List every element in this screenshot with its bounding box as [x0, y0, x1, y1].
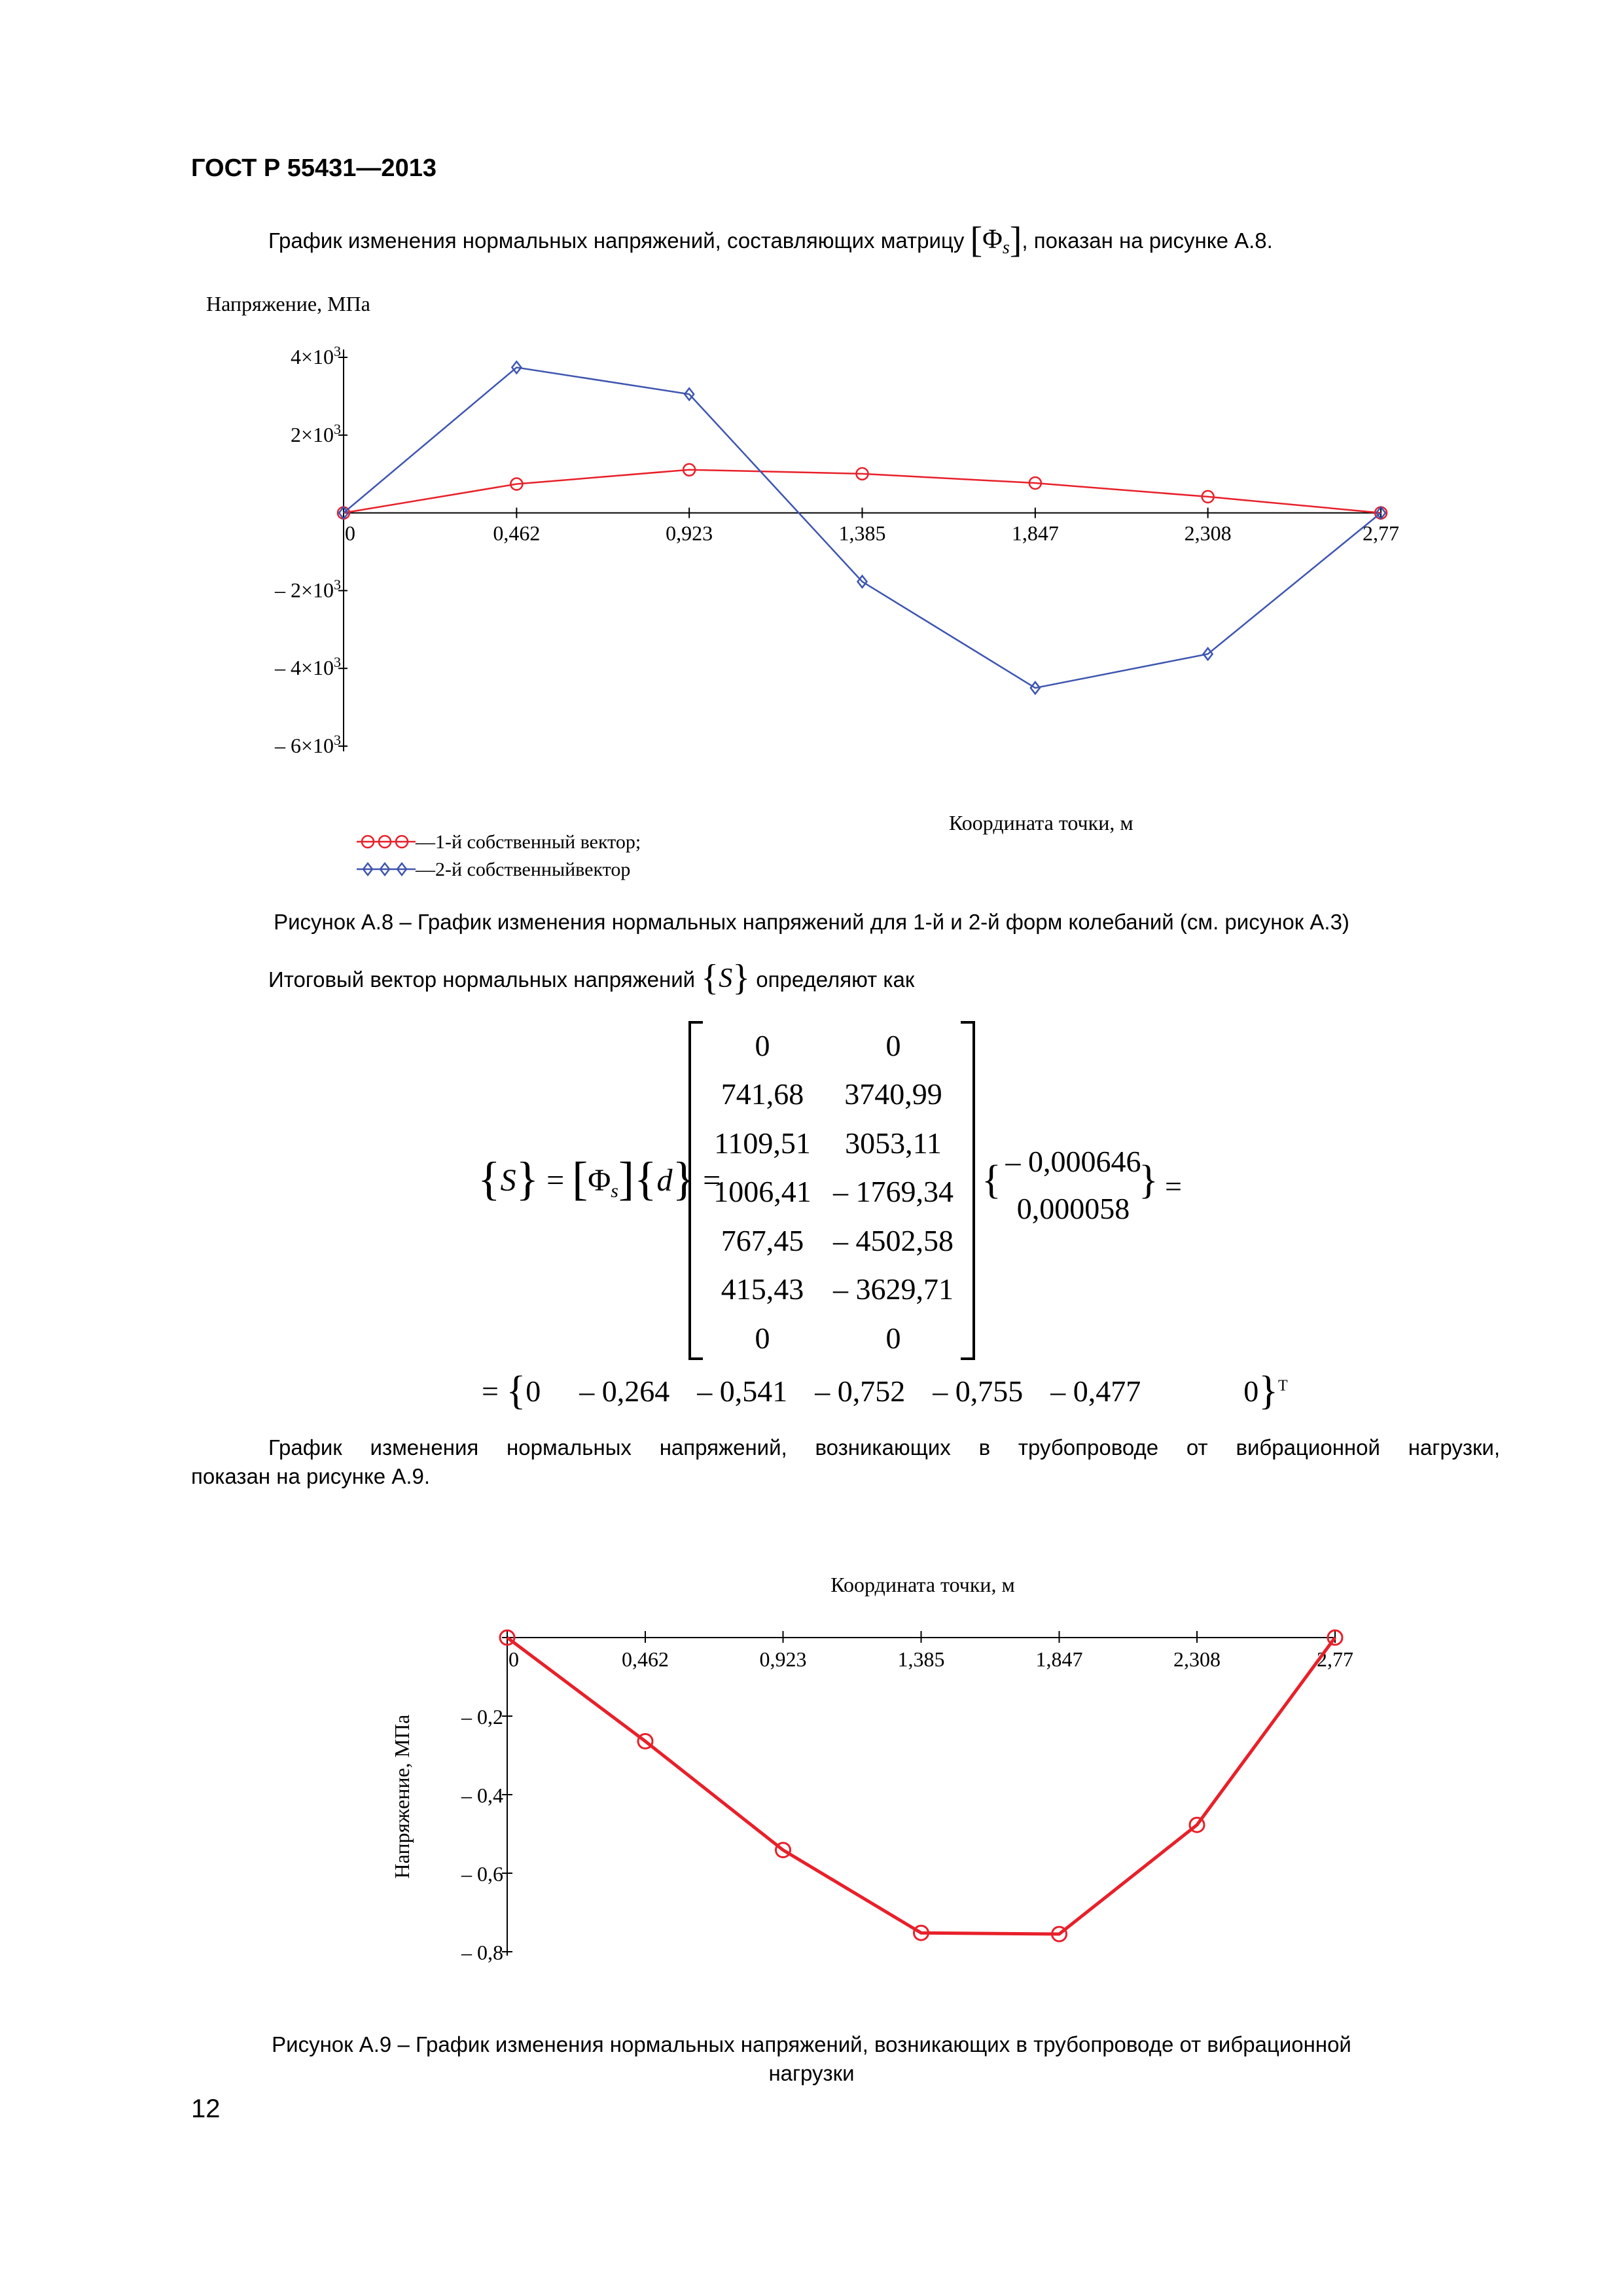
- matrix-cell: 1006,41: [713, 1175, 812, 1209]
- fig8-x-tick-label: 2,77: [1363, 521, 1399, 545]
- fig8-y-tick-label: – $4\times 10^3$: [274, 654, 341, 680]
- matrix-cell: 3740,99: [844, 1077, 942, 1111]
- matrix-row: [700, 1168, 962, 1217]
- equals-sign: =: [482, 1374, 507, 1408]
- brace-right: }: [516, 1153, 539, 1205]
- fig8-x-tick-label: 1,385: [838, 521, 886, 545]
- vector-text: [268, 958, 915, 998]
- para2: [191, 1433, 1500, 1491]
- matrix-row: [700, 1119, 962, 1168]
- matrix-cell: 3053,11: [845, 1126, 942, 1160]
- matrix-cell: 741,68: [721, 1077, 804, 1111]
- matrix-row: [700, 1314, 962, 1363]
- fig8-ylabel: Напряжение, МПа: [206, 292, 370, 315]
- fig8-y-tick-label: $4\times 10^3$: [290, 343, 341, 368]
- fig9-x-tick-label: 1,385: [897, 1647, 945, 1671]
- phi-subscript: s: [611, 1180, 618, 1202]
- fig8-x-tick-label: 0: [345, 521, 355, 545]
- fig9-caption: [131, 2030, 1492, 2088]
- brace-right: }: [672, 1153, 696, 1205]
- figure-a9: [380, 1551, 1400, 1983]
- d-vector: [995, 1144, 1152, 1238]
- fig8-x-tick-label: 1,847: [1011, 521, 1059, 545]
- d-vector-entry: – 0,000646: [1005, 1145, 1141, 1178]
- phi-subscript: s: [1002, 238, 1010, 258]
- fig8-x-tick-label: 0,462: [493, 521, 541, 545]
- fig9-series-line: [507, 1638, 1335, 1934]
- fig9-x-tick-label: 0: [508, 1647, 519, 1671]
- matrix-cell: 0: [885, 1321, 901, 1355]
- result-value: – 0,264: [579, 1374, 670, 1408]
- result-vector: [482, 1368, 1288, 1414]
- fig8-x-tick-label: 2,308: [1184, 521, 1232, 545]
- fig8-series-1-line: [344, 470, 1381, 513]
- fig9-caption-line1: Рисунок А.9 – График изменения нормальных напряжений, возникающих в трубопроводе от вибрационной: [272, 2032, 1351, 2056]
- d-symbol: d: [656, 1163, 673, 1198]
- fig8-legend-label: —2-й собственныйвектор: [416, 859, 631, 880]
- fig8-chart: [190, 281, 1433, 897]
- matrix-cell: – 4502,58: [833, 1223, 954, 1257]
- fig9-y-tick-label: – 0,4: [461, 1784, 503, 1807]
- matrix-cell: 415,43: [721, 1272, 804, 1306]
- lhs-symbol: S: [500, 1163, 516, 1198]
- equals-sign: =: [695, 1163, 721, 1198]
- matrix-cell: 1109,51: [714, 1126, 811, 1160]
- d-vector-entry: 0,000058: [1016, 1192, 1130, 1225]
- fig9-caption-line2: нагрузки: [768, 2061, 855, 2085]
- fig9-xlabel: Координата точки, м: [830, 1573, 1015, 1596]
- document-header: ГОСТ Р 55431—2013: [191, 154, 437, 182]
- bracket-left: [: [572, 1153, 588, 1205]
- brace-left: {: [478, 1153, 501, 1205]
- result-value: 0: [1243, 1374, 1259, 1408]
- matrix-bracket-right: ]: [1009, 220, 1022, 260]
- result-value: – 0,477: [1050, 1374, 1141, 1408]
- brace-right: }: [732, 958, 751, 998]
- fig8-legend-text: 1-й собственный вектор;: [435, 831, 641, 853]
- result-value: – 0,755: [933, 1374, 1024, 1408]
- fig8-caption: Рисунок А.8 – График изменения нормальных напряжений для 1-й и 2-й форм колебаний (см. рисунок А.3): [274, 910, 1349, 934]
- fig9-y-tick-label: – 0,2: [461, 1705, 503, 1729]
- matrix-row: [700, 1265, 962, 1314]
- fig8-y-tick-label: – $6\times 10^3$: [274, 732, 341, 757]
- stress-matrix: [700, 1021, 962, 1363]
- fig8-y-tick-label: $2\times 10^3$: [290, 420, 341, 446]
- fig8-x-tick-label: 0,923: [666, 521, 713, 545]
- matrix-bracket-left: [: [970, 220, 983, 260]
- fig8-xlabel: Координата точки, м: [949, 811, 1133, 834]
- brace-left: {: [506, 1369, 526, 1413]
- intro-text-before: График изменения нормальных напряжений, составляющих матрицу: [268, 228, 965, 253]
- vector-brace-left: {: [982, 1158, 1001, 1202]
- result-value: 0: [526, 1374, 541, 1408]
- vector-text-after: определяют как: [756, 967, 915, 992]
- brace-left: {: [701, 958, 719, 998]
- brace-right: }: [1258, 1369, 1278, 1413]
- fig9-chart: [380, 1551, 1400, 1983]
- matrix-cell: 0: [755, 1321, 770, 1355]
- intro-paragraph: [268, 220, 1273, 262]
- matrix-cell: – 1769,34: [833, 1175, 954, 1209]
- matrix-row: [700, 1216, 962, 1265]
- vector-brace-right: }: [1139, 1158, 1158, 1202]
- fig9-x-tick-label: 1,847: [1035, 1647, 1083, 1671]
- fig8-legend-text: 2-й собственныйвектор: [435, 859, 631, 880]
- matrix-cell: 0: [885, 1028, 901, 1062]
- equals-sign: =: [1165, 1170, 1182, 1203]
- matrix-cell: – 3629,71: [833, 1272, 954, 1306]
- figure-a8: [190, 281, 1433, 897]
- fig9-x-tick-label: 2,308: [1173, 1647, 1221, 1671]
- fig9-y-tick-label: – 0,6: [461, 1862, 503, 1886]
- matrix-row: [700, 1021, 962, 1070]
- equation-lhs: [478, 1152, 721, 1206]
- phi-symbol: Φ: [588, 1163, 611, 1198]
- matrix-cell: 767,45: [721, 1223, 804, 1257]
- matrix-row: [700, 1070, 962, 1119]
- fig8-y-tick-label: – $2\times 10^3$: [274, 576, 341, 602]
- matrix-bracket-right: [961, 1021, 975, 1360]
- result-value: – 0,752: [815, 1374, 906, 1408]
- para2-line2: показан на рисунке А.9.: [191, 1464, 431, 1488]
- result-value: – 0,541: [697, 1374, 788, 1408]
- vector-text-before: Итоговый вектор нормальных напряжений: [268, 967, 696, 992]
- para2-line1: График изменения нормальных напряжений, возникающих в трубопроводе от вибрационной нагрузки,: [268, 1435, 1500, 1460]
- intro-text-after: , показан на рисунке А.8.: [1022, 228, 1273, 253]
- matrix-cell: 0: [755, 1028, 770, 1062]
- brace-left: {: [633, 1153, 657, 1205]
- fig8-legend-label: —1-й собственный вектор;: [416, 831, 641, 853]
- page-number: 12: [191, 2094, 221, 2123]
- fig9-x-tick-label: 0,462: [621, 1647, 669, 1671]
- fig9-x-tick-label: 0,923: [759, 1647, 807, 1671]
- fig9-x-tick-label: 2,77: [1317, 1647, 1353, 1671]
- phi-symbol: Φ: [982, 224, 1003, 255]
- vector-symbol: S: [719, 963, 733, 994]
- fig9-ylabel: Напряжение, МПа: [390, 1714, 414, 1879]
- transpose-mark: T: [1277, 1377, 1288, 1395]
- bracket-right: ]: [618, 1153, 634, 1205]
- equals-sign: =: [539, 1163, 573, 1198]
- fig9-y-tick-label: – 0,8: [461, 1941, 503, 1964]
